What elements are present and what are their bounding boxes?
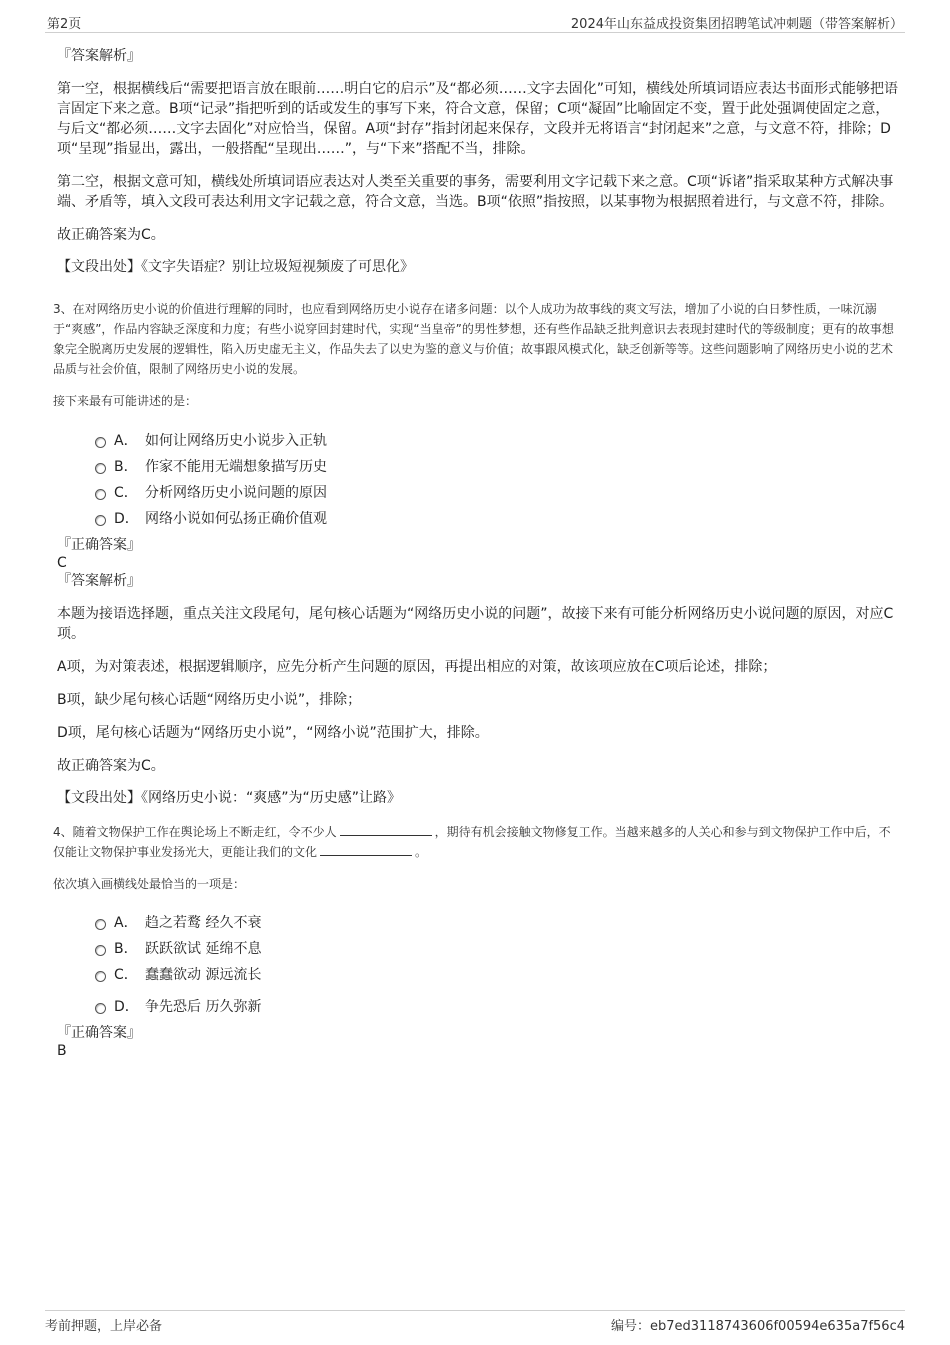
q4-stem-part-2: ，期待有机会接触文物修复工作。当越来越多的人关心和参与到文物保护工作中后，不仅能让文物保护事业发扬光大，更能让我们的文化: [53, 825, 891, 859]
q2-source: 【文段出处】《文字失语症？别让垃圾短视频废了可思化》: [57, 259, 414, 275]
q3-analysis-para-3: B项，缺少尾句核心话题“网络历史小说”，排除；: [57, 692, 362, 708]
q2-conclusion: 故正确答案为C。: [57, 227, 165, 243]
option-letter: A．: [114, 433, 138, 449]
q3-options: [95, 428, 902, 532]
q3-analysis-label: 『答案解析』: [57, 573, 141, 589]
page-footer: [0, 1310, 950, 1345]
option-letter: B．: [114, 459, 138, 475]
option-text: 跃跃欲试 延绵不息: [145, 941, 262, 957]
option-letter: C．: [114, 967, 138, 983]
q3-stem: 3、在对网络历史小说的价值进行理解的同时，也应看到网络历史小说存在诸多问题：以个人成功为故事线的爽文写法，增加了小说的白日梦性质，一味沉溺于“爽感”，作品内容缺乏深度和力度；有些小说穿回封建时代，实现“当皇帝”的男性梦想，还有些作品缺乏批判意识去表现封建时代的等级制度；更有的故事想象完全脱离历史发展的逻辑性，陷入历史虚无主义，作品失去了以史为鉴的意义与价值；故事跟风模式化，缺乏创新等等。这些问题影响了网络历史小说的艺术品质与社会价值，限制了网络历史小说的发展。: [53, 302, 894, 376]
q3-answer: C: [57, 555, 67, 571]
radio-icon[interactable]: [95, 463, 106, 474]
option-letter: A．: [114, 915, 138, 931]
q3-option-d[interactable]: [95, 506, 902, 532]
option-letter: D．: [114, 999, 139, 1015]
q4-stem-part-3: 。: [415, 845, 428, 859]
footer-slogan: 考前押题，上岸必备: [45, 1319, 163, 1334]
q4-stem-part-1: 4、随着文物保护工作在舆论场上不断走红，令不少人: [53, 825, 337, 839]
q3-prompt: 接下来最有可能讲述的是：: [53, 394, 198, 408]
option-text: 如何让网络历史小说步入正轨: [145, 433, 327, 449]
page-content: [53, 46, 902, 1060]
option-text: 趋之若鹜 经久不衰: [145, 915, 262, 931]
q4-option-c[interactable]: [95, 962, 902, 988]
q3-analysis-para-4: D项，尾句核心话题为“网络历史小说”，“网络小说”范围扩大，排除。: [57, 725, 489, 741]
page-number: 第2页: [47, 17, 82, 32]
q3-analysis-para-1: 本题为接语选择题，重点关注文段尾句，尾句核心话题为“网络历史小说的问题”，故接下来有可能分析网络历史小说问题的原因，对应C项。: [57, 606, 894, 642]
q2-analysis-para-1: 第一空，根据横线后“需要把语言放在眼前……明白它的启示”及“都必须……文字去固化”可知，横线处所填词语应表达书面形式能够把语言固定下来之意。B项“记录”指把听到的话或发生的事写下来，符合文意，保留；C项“凝固”比喻固定不变，置于此处强调使固定之意，与后文“都必须……文字去固化”对应恰当，保留。A项“封存”指封闭起来保存，文段并无将语言“封闭起来”之意，与文意不符，排除；D项“呈现”指显出，露出，一般搭配“呈现出……”，与“下来”搭配不当，排除。: [57, 81, 899, 157]
q3-option-b[interactable]: [95, 454, 902, 480]
q2-analysis-para-2: 第二空，根据文意可知，横线处所填词语应表达对人类至关重要的事务，需要利用文字记载下来之意。C项“诉诸”指采取某种方式解决事端、矛盾等，填入文段可表达利用文字记载之意，符合文意，当选。B项“依照”指按照，以某事物为根据照着进行，与文意不符，排除。: [57, 174, 894, 210]
option-text: 蠢蠢欲动 源远流长: [145, 967, 262, 983]
q4-answer: B: [57, 1043, 67, 1059]
fill-blank-2: [320, 843, 412, 856]
footer-divider: [45, 1310, 905, 1311]
q4-options: [95, 910, 902, 1020]
option-letter: B．: [114, 941, 138, 957]
option-letter: D．: [114, 511, 139, 527]
q4-option-d[interactable]: [95, 994, 902, 1020]
q3-option-c[interactable]: [95, 480, 902, 506]
option-text: 分析网络历史小说问题的原因: [145, 485, 327, 501]
q3-conclusion: 故正确答案为C。: [57, 758, 165, 774]
q3-option-a[interactable]: [95, 428, 902, 454]
page-header: [0, 0, 950, 34]
radio-icon[interactable]: [95, 489, 106, 500]
radio-icon[interactable]: [95, 1003, 106, 1014]
option-text: 作家不能用无端想象描写历史: [145, 459, 327, 475]
radio-icon[interactable]: [95, 919, 106, 930]
q2-analysis-label: 『答案解析』: [57, 48, 141, 64]
q4-option-b[interactable]: [95, 936, 902, 962]
option-text: 网络小说如何弘扬正确价值观: [145, 511, 327, 527]
radio-icon[interactable]: [95, 945, 106, 956]
fill-blank-1: [340, 823, 432, 836]
q3-answer-label: 『正确答案』: [57, 537, 141, 553]
document-title: 2024年山东益成投资集团招聘笔试冲刺题（带答案解析）: [570, 17, 903, 32]
option-letter: C．: [114, 485, 138, 501]
radio-icon[interactable]: [95, 515, 106, 526]
q4-stem: [53, 822, 902, 862]
q4-answer-label: 『正确答案』: [57, 1025, 141, 1041]
option-text: 争先恐后 历久弥新: [145, 999, 262, 1015]
document-code: 编号：eb7ed3118743606f00594e635a7f56c4: [611, 1319, 905, 1334]
radio-icon[interactable]: [95, 971, 106, 982]
q4-prompt: 依次填入画横线处最恰当的一项是：: [53, 877, 246, 891]
q3-source: 【文段出处】《网络历史小说：“爽感”为“历史感”让路》: [57, 790, 402, 806]
q4-option-a[interactable]: [95, 910, 902, 936]
radio-icon[interactable]: [95, 437, 106, 448]
q3-analysis-para-2: A项，为对策表述，根据逻辑顺序，应先分析产生问题的原因，再提出相应的对策，故该项应放在C项后论述，排除；: [57, 659, 777, 675]
header-divider: [45, 32, 905, 33]
